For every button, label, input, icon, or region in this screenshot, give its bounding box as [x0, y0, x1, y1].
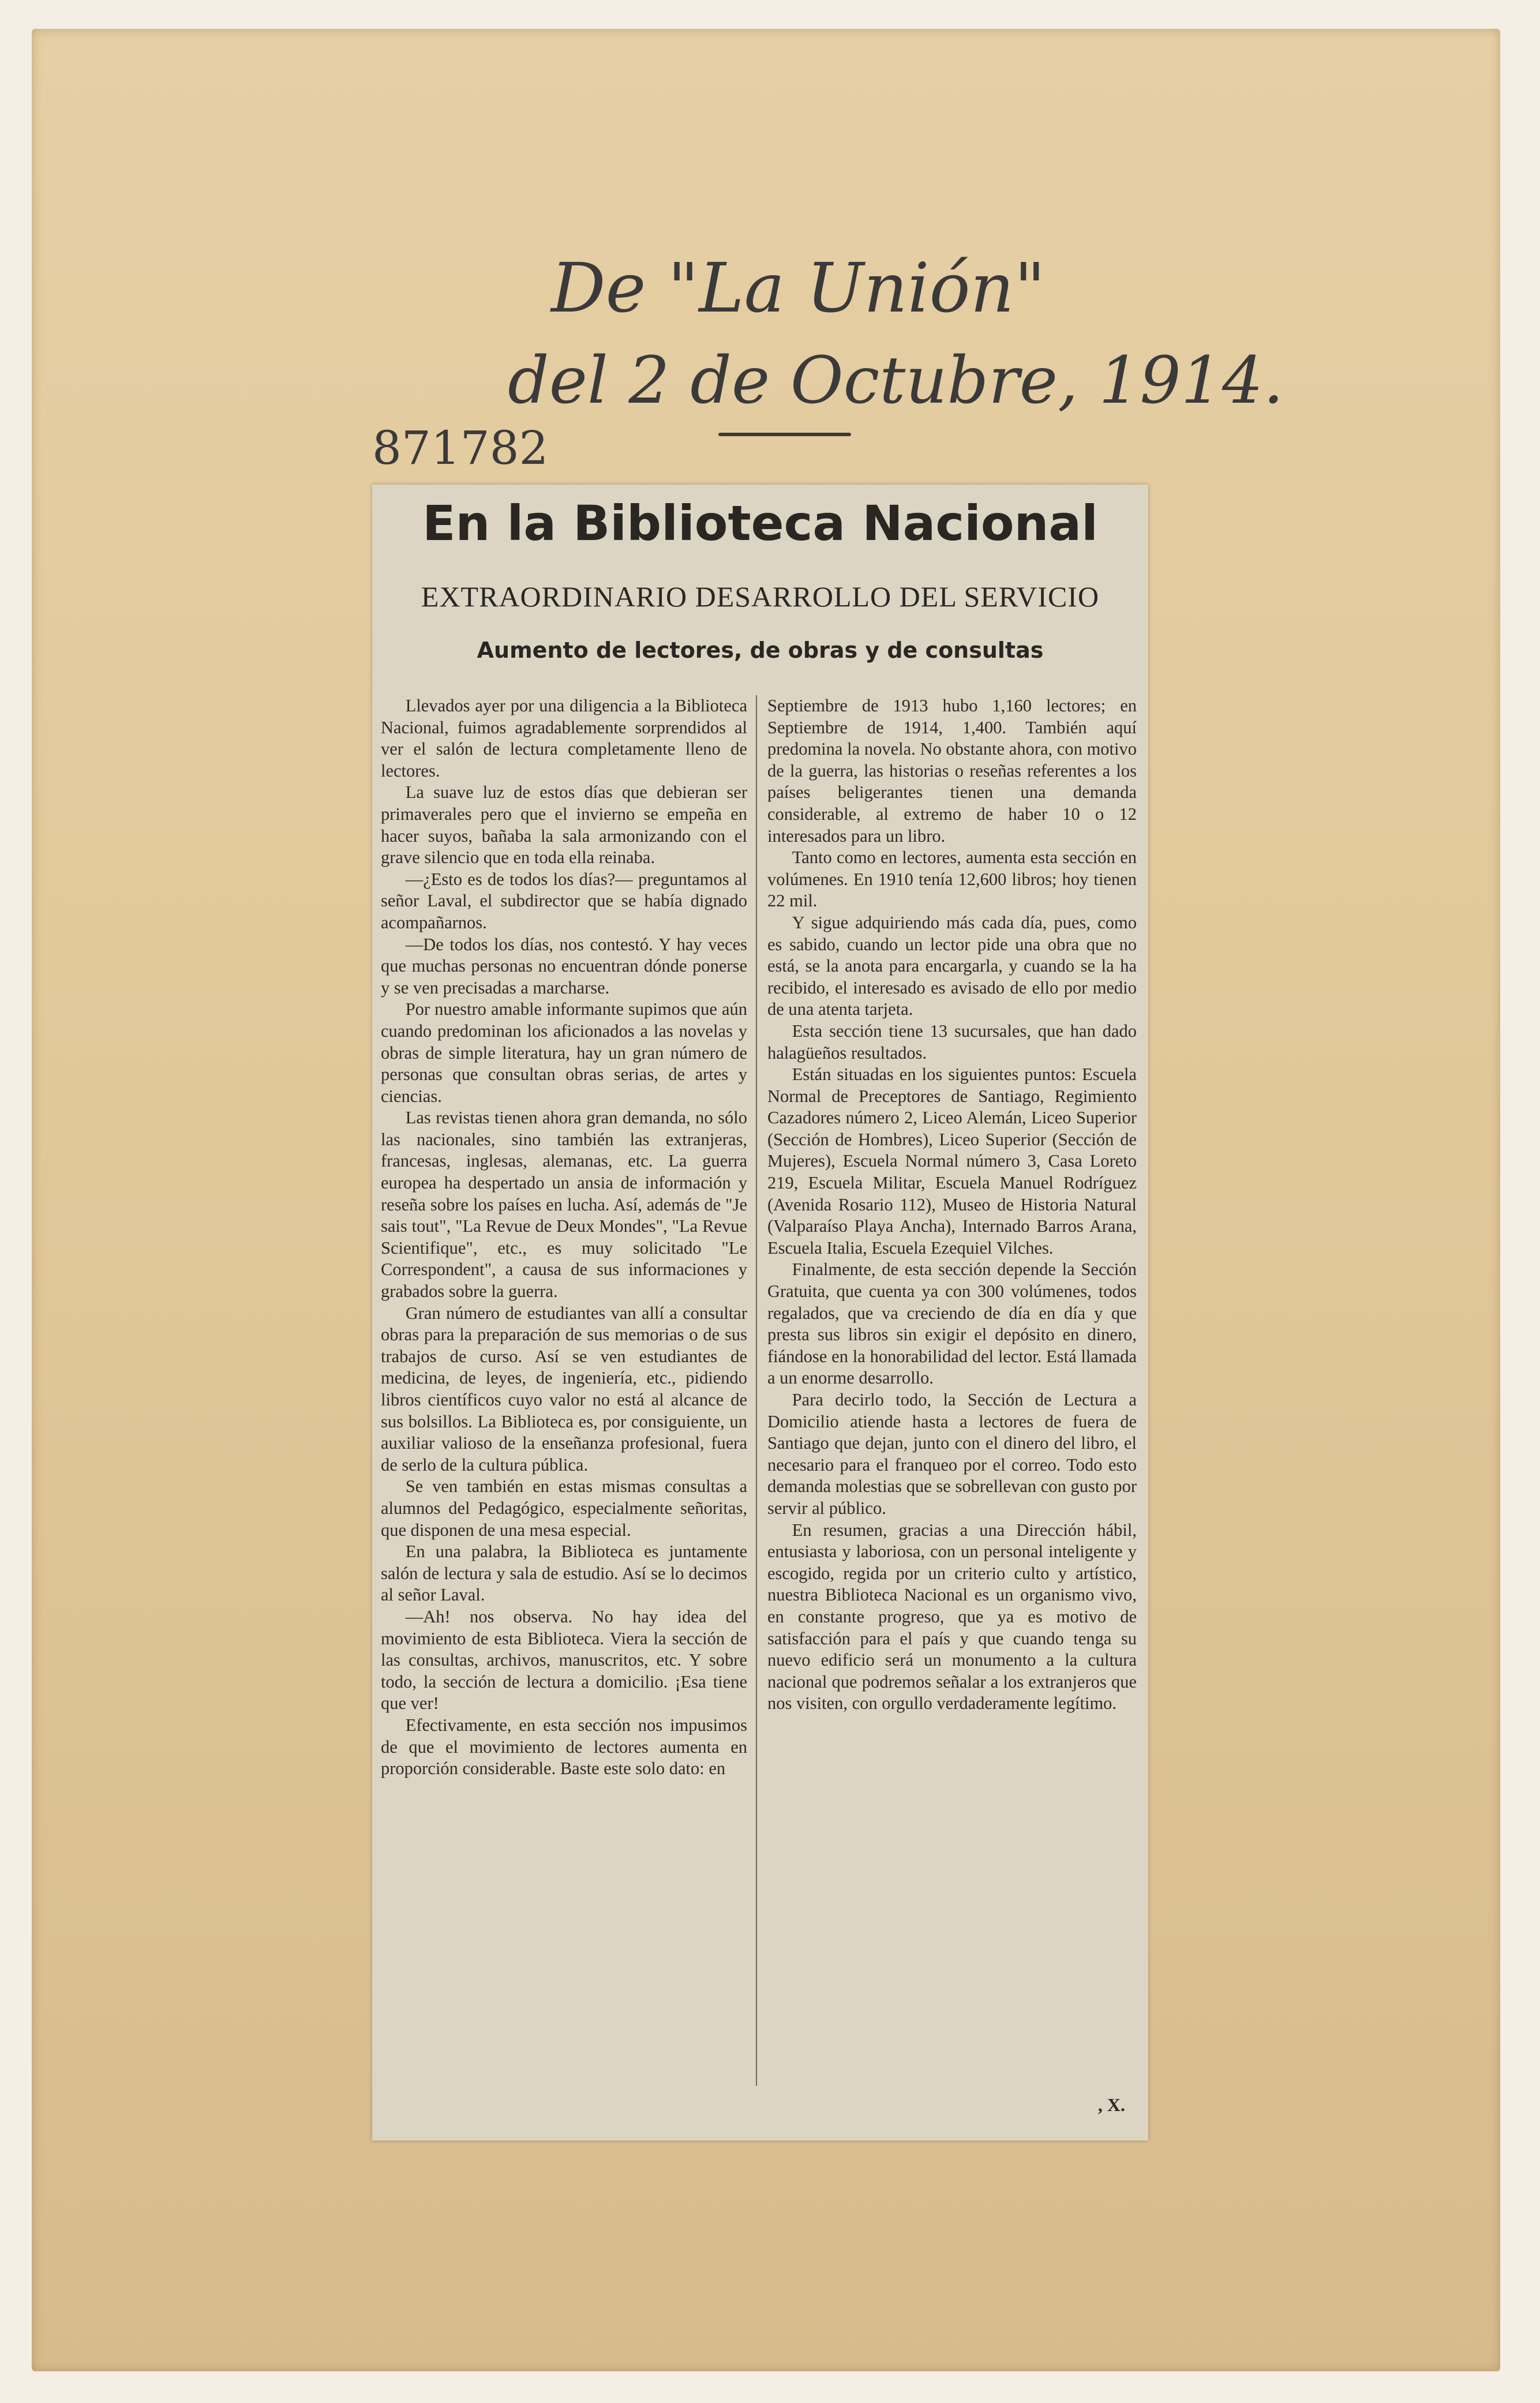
newspaper-clipping	[372, 485, 1148, 2140]
paragraph: Y sigue adquiriendo más cada día, pues, como es sabido, cuando un lector pide una obra que no está, se la anota para encargarla, y cuando se la ha recibido, el interesado es avisado de ello por medio de una atenta tarjeta.	[767, 912, 1137, 1019]
paragraph: —¿Esto es de todos los días?— preguntamos al señor Laval, el subdirector que se había dignado acompañarnos.	[381, 869, 747, 932]
article-signature: , X.	[1097, 2094, 1125, 2115]
article-left-column	[381, 695, 747, 1780]
paragraph: Gran número de estudiantes van allí a consultar obras para la preparación de sus memorias o de sus trabajos de curso. Así se ven estudiantes de medicina, de leyes, de ingeniería, etc., pidiendo libros científicos cuyo valor no está al alcance de sus bolsillos. La Biblioteca es, por consiguiente, un auxiliar valioso de la enseñanza profesional, fuera de serlo de la cultura pública.	[381, 1303, 747, 1475]
paragraph: —De todos los días, nos contestó. Y hay veces que muchas personas no encuentran dónde ponerse y se ven precisadas a marcharse.	[381, 934, 747, 998]
paragraph: Septiembre de 1913 hubo 1,160 lectores; en Septiembre de 1914, 1,400. También aquí predomina la novela. No obstante ahora, con motivo de la guerra, las historias o reseñas referentes a los países beligerantes tienen una demanda considerable, al extremo de haber 10 o 12 interesados para un libro.	[767, 696, 1137, 846]
paragraph: Están situadas en los siguientes puntos: Escuela Normal de Preceptores de Santiago, Regimiento Cazadores número 2, Liceo Alemán, Liceo Superior (Sección de Hombres), Liceo Superior (Sección de Mujeres), Escuela Normal número 3, Casa Loreto 219, Escuela Militar, Escuela Manuel Rodríguez (Avenida Rosario 112), Museo de Historia Natural (Valparaíso Playa Ancha), Internado Barros Arana, Escuela Italia, Escuela Ezequiel Vilches.	[767, 1064, 1137, 1258]
paragraph: En resumen, gracias a una Dirección hábil, entusiasta y laboriosa, con un personal inteligente y escogido, regida por un criterio culto y artístico, nuestra Biblioteca Nacional es un organismo vivo, en constante progreso, que ya es motivo de satisfacción para el país y que cuando tenga su nuevo edificio será un monumento a la cultura nacional que podremos señalar a los extranjeros que nos visiten, con orgullo verdaderamente legítimo.	[767, 1520, 1137, 1714]
paragraph: Llevados ayer por una diligencia a la Biblioteca Nacional, fuimos agradablemente sorprendidos al ver el salón de lectura completamente lleno de lectores.	[381, 696, 747, 781]
article-headline: En la Biblioteca Nacional	[422, 495, 1098, 552]
column-divider	[756, 695, 757, 2086]
paragraph: La suave luz de estos días que debieran ser primaverales pero que el invierno se empeña en hacer suyos, bañaba la sala armonizando con el grave silencio que en toda ella reinaba.	[381, 782, 747, 868]
handwritten-date-note: del 2 de Octubre, 1914.	[508, 343, 1284, 418]
article-deck: Aumento de lectores, de obras y de consultas	[477, 638, 1044, 663]
paragraph: Esta sección tiene 13 sucursales, que han dado halagüeños resultados.	[767, 1021, 1137, 1063]
paragraph: Por nuestro amable informante supimos que aún cuando predominan los aficionados a las novelas y obras de simple literatura, hay un gran número de personas que consultan obras serias, de artes y ciencias.	[381, 999, 747, 1106]
paragraph: Las revistas tienen ahora gran demanda, no sólo las nacionales, sino también las extranjeras, francesas, inglesas, alemanas, etc. La guerra europea ha despertado un ansia de información y reseña sobre los países en lucha. Así, además de "Je sais tout", "La Revue de Deux Mondes", "La Revue Scientifique", etc., es muy solicitado "Le Correspondent", a causa de sus informaciones y grabados sobre la guerra.	[381, 1108, 747, 1302]
handwritten-underline	[718, 433, 851, 436]
paragraph: Finalmente, de esta sección depende la Sección Gratuita, que cuenta ya con 300 volúmenes, todos regalados, que va creciendo de día en día y que presta sus libros sin exigir el depósito en dinero, fiándose en la honorabilidad del lector. Está llamada a un enorme desarrollo.	[767, 1259, 1137, 1388]
paragraph: Para decirlo todo, la Sección de Lectura a Domicilio atiende hasta a lectores de fuera de Santiago que dejan, junto con el dinero del libro, el necesario para el franqueo por el correo. Todo esto demanda molestias que se sobrellevan con gusto por servir al público.	[767, 1390, 1137, 1518]
paragraph: Efectivamente, en esta sección nos impusimos de que el movimiento de lectores aumenta en proporción considerable. Baste este solo dato: en	[381, 1715, 747, 1779]
paper-sheet	[32, 29, 1500, 2371]
paragraph: Se ven también en estas mismas consultas a alumnos del Pedagógico, especialmente señoritas, que disponen de una mesa especial.	[381, 1476, 747, 1540]
catalog-number: 871782	[372, 421, 549, 475]
handwritten-source-note: De "La Unión"	[551, 248, 1046, 328]
article-subhead: EXTRAORDINARIO DESARROLLO DEL SERVICIO	[421, 580, 1100, 613]
paragraph: Tanto como en lectores, aumenta esta sección en volúmenes. En 1910 tenía 12,600 libros; hoy tienen 22 mil.	[767, 848, 1137, 911]
paragraph: En una palabra, la Biblioteca es juntamente salón de lectura y sala de estudio. Así se lo decimos al señor Laval.	[381, 1542, 747, 1605]
paragraph: —Ah! nos observa. No hay idea del movimiento de esta Biblioteca. Viera la sección de las consultas, archivos, manuscritos, etc. Y sobre todo, la sección de lectura a domicilio. ¡Esa tiene que ver!	[381, 1606, 747, 1714]
article-right-column	[767, 695, 1137, 1715]
